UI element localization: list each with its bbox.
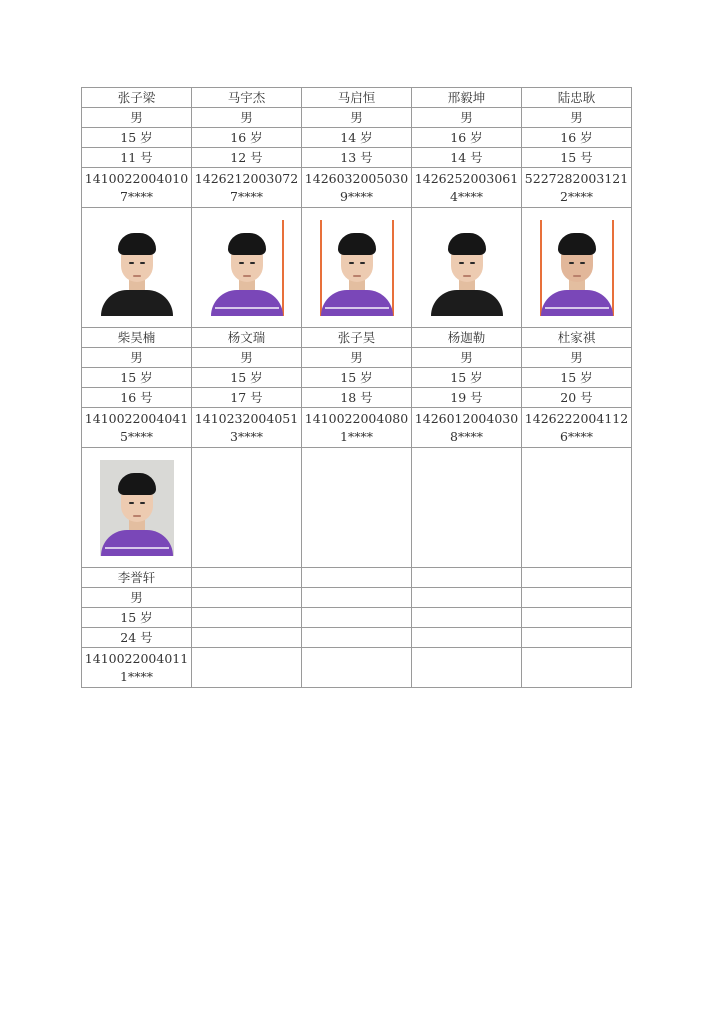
age-row — [82, 128, 632, 148]
player-gender: 男 — [82, 348, 192, 368]
player-photo — [540, 220, 614, 316]
jersey-number: 19 号 — [412, 388, 522, 408]
empty-cell — [412, 628, 522, 648]
photo-cell — [522, 208, 632, 328]
player-name: 张子梁 — [82, 88, 192, 108]
empty-cell — [192, 628, 302, 648]
player-gender: 男 — [82, 108, 192, 128]
id-number-cell — [522, 408, 632, 448]
photo-row-2 — [82, 448, 632, 568]
jersey-number: 20 号 — [522, 388, 632, 408]
player-age: 15 岁 — [82, 128, 192, 148]
player-name: 柴昊楠 — [82, 328, 192, 348]
empty-cell — [192, 588, 302, 608]
id-number-part2: 7**** — [230, 188, 263, 204]
player-age: 15 岁 — [82, 368, 192, 388]
empty-cell — [302, 628, 412, 648]
player-gender: 男 — [192, 348, 302, 368]
id-number-cell — [192, 408, 302, 448]
number-row — [82, 148, 632, 168]
name-row — [82, 568, 632, 588]
empty-cell — [522, 628, 632, 648]
id-number-part2: 7**** — [120, 188, 153, 204]
id-row — [82, 648, 632, 688]
player-photo — [320, 220, 394, 316]
photo-cell — [302, 208, 412, 328]
empty-cell — [302, 588, 412, 608]
empty-cell — [192, 568, 302, 588]
player-name: 杜家祺 — [522, 328, 632, 348]
name-row — [82, 88, 632, 108]
empty-cell — [412, 608, 522, 628]
id-number-cell — [522, 168, 632, 208]
player-gender: 男 — [192, 108, 302, 128]
jersey-number: 15 号 — [522, 148, 632, 168]
id-number-part1: 1410232004051 — [194, 410, 299, 426]
player-age: 14 岁 — [302, 128, 412, 148]
player-name: 马启恒 — [302, 88, 412, 108]
empty-cell — [192, 608, 302, 628]
empty-cell — [302, 608, 412, 628]
player-age: 15 岁 — [522, 368, 632, 388]
name-row — [82, 328, 632, 348]
player-name: 张子昊 — [302, 328, 412, 348]
id-number-part1: 1426252003061 — [414, 170, 519, 186]
id-number-part1: 1426032005030 — [304, 170, 409, 186]
jersey-number: 12 号 — [192, 148, 302, 168]
id-number-part2: 4**** — [450, 188, 483, 204]
player-name: 李誉轩 — [82, 568, 192, 588]
empty-cell — [412, 448, 522, 568]
photo-cell — [412, 208, 522, 328]
id-number-part2: 2**** — [560, 188, 593, 204]
id-number-cell — [302, 408, 412, 448]
player-gender: 男 — [412, 108, 522, 128]
player-photo — [430, 220, 504, 316]
player-name: 杨文瑞 — [192, 328, 302, 348]
player-age: 16 岁 — [192, 128, 302, 148]
id-row — [82, 408, 632, 448]
empty-cell — [412, 568, 522, 588]
empty-cell — [522, 448, 632, 568]
player-age: 15 岁 — [82, 608, 192, 628]
empty-cell — [302, 448, 412, 568]
id-number-part1: 1410022004010 — [84, 170, 189, 186]
id-number-part1: 1410022004080 — [304, 410, 409, 426]
empty-cell — [522, 608, 632, 628]
empty-cell — [302, 648, 412, 688]
gender-row — [82, 108, 632, 128]
player-name: 陆忠耿 — [522, 88, 632, 108]
id-number-part1: 1426012004030 — [414, 410, 519, 426]
id-number-cell — [82, 648, 192, 688]
player-gender: 男 — [82, 588, 192, 608]
player-gender: 男 — [522, 348, 632, 368]
id-number-cell — [82, 168, 192, 208]
id-number-part1: 1426222004112 — [524, 410, 629, 426]
empty-cell — [412, 588, 522, 608]
jersey-number: 24 号 — [82, 628, 192, 648]
jersey-number: 17 号 — [192, 388, 302, 408]
empty-cell — [412, 648, 522, 688]
number-row — [82, 628, 632, 648]
player-name: 马宇杰 — [192, 88, 302, 108]
player-age: 15 岁 — [192, 368, 302, 388]
player-age: 16 岁 — [412, 128, 522, 148]
id-number-part2: 9**** — [340, 188, 373, 204]
id-number-cell — [412, 408, 522, 448]
jersey-number: 11 号 — [82, 148, 192, 168]
id-number-part1: 5227282003121 — [524, 170, 629, 186]
photo-cell — [82, 208, 192, 328]
empty-cell — [192, 448, 302, 568]
player-age: 15 岁 — [412, 368, 522, 388]
empty-cell — [302, 568, 412, 588]
age-row — [82, 608, 632, 628]
photo-cell — [82, 448, 192, 568]
player-photo — [210, 220, 284, 316]
jersey-number: 13 号 — [302, 148, 412, 168]
player-gender: 男 — [302, 108, 412, 128]
id-number-part1: 1410022004041 — [84, 410, 189, 426]
jersey-number: 16 号 — [82, 388, 192, 408]
player-age: 16 岁 — [522, 128, 632, 148]
empty-cell — [192, 648, 302, 688]
id-number-part2: 3**** — [230, 428, 263, 444]
player-roster-table — [81, 87, 632, 688]
player-gender: 男 — [522, 108, 632, 128]
empty-cell — [522, 648, 632, 688]
player-name: 邢毅坤 — [412, 88, 522, 108]
player-photo — [100, 220, 174, 316]
player-age: 15 岁 — [302, 368, 412, 388]
empty-cell — [522, 588, 632, 608]
id-number-part2: 8**** — [450, 428, 483, 444]
age-row — [82, 368, 632, 388]
jersey-number: 14 号 — [412, 148, 522, 168]
photo-cell — [192, 208, 302, 328]
id-row — [82, 168, 632, 208]
id-number-cell — [192, 168, 302, 208]
id-number-cell — [302, 168, 412, 208]
player-gender: 男 — [302, 348, 412, 368]
id-number-cell — [82, 408, 192, 448]
id-number-part1: 1410022004011 — [84, 650, 189, 666]
player-photo — [100, 460, 174, 556]
id-number-part2: 1**** — [340, 428, 373, 444]
id-number-part1: 1426212003072 — [194, 170, 299, 186]
gender-row — [82, 348, 632, 368]
empty-cell — [522, 568, 632, 588]
player-gender: 男 — [412, 348, 522, 368]
player-name: 杨迦勒 — [412, 328, 522, 348]
gender-row — [82, 588, 632, 608]
id-number-cell — [412, 168, 522, 208]
id-number-part2: 1**** — [120, 668, 153, 684]
id-number-part2: 6**** — [560, 428, 593, 444]
id-number-part2: 5**** — [120, 428, 153, 444]
number-row — [82, 388, 632, 408]
jersey-number: 18 号 — [302, 388, 412, 408]
photo-row-1 — [82, 208, 632, 328]
